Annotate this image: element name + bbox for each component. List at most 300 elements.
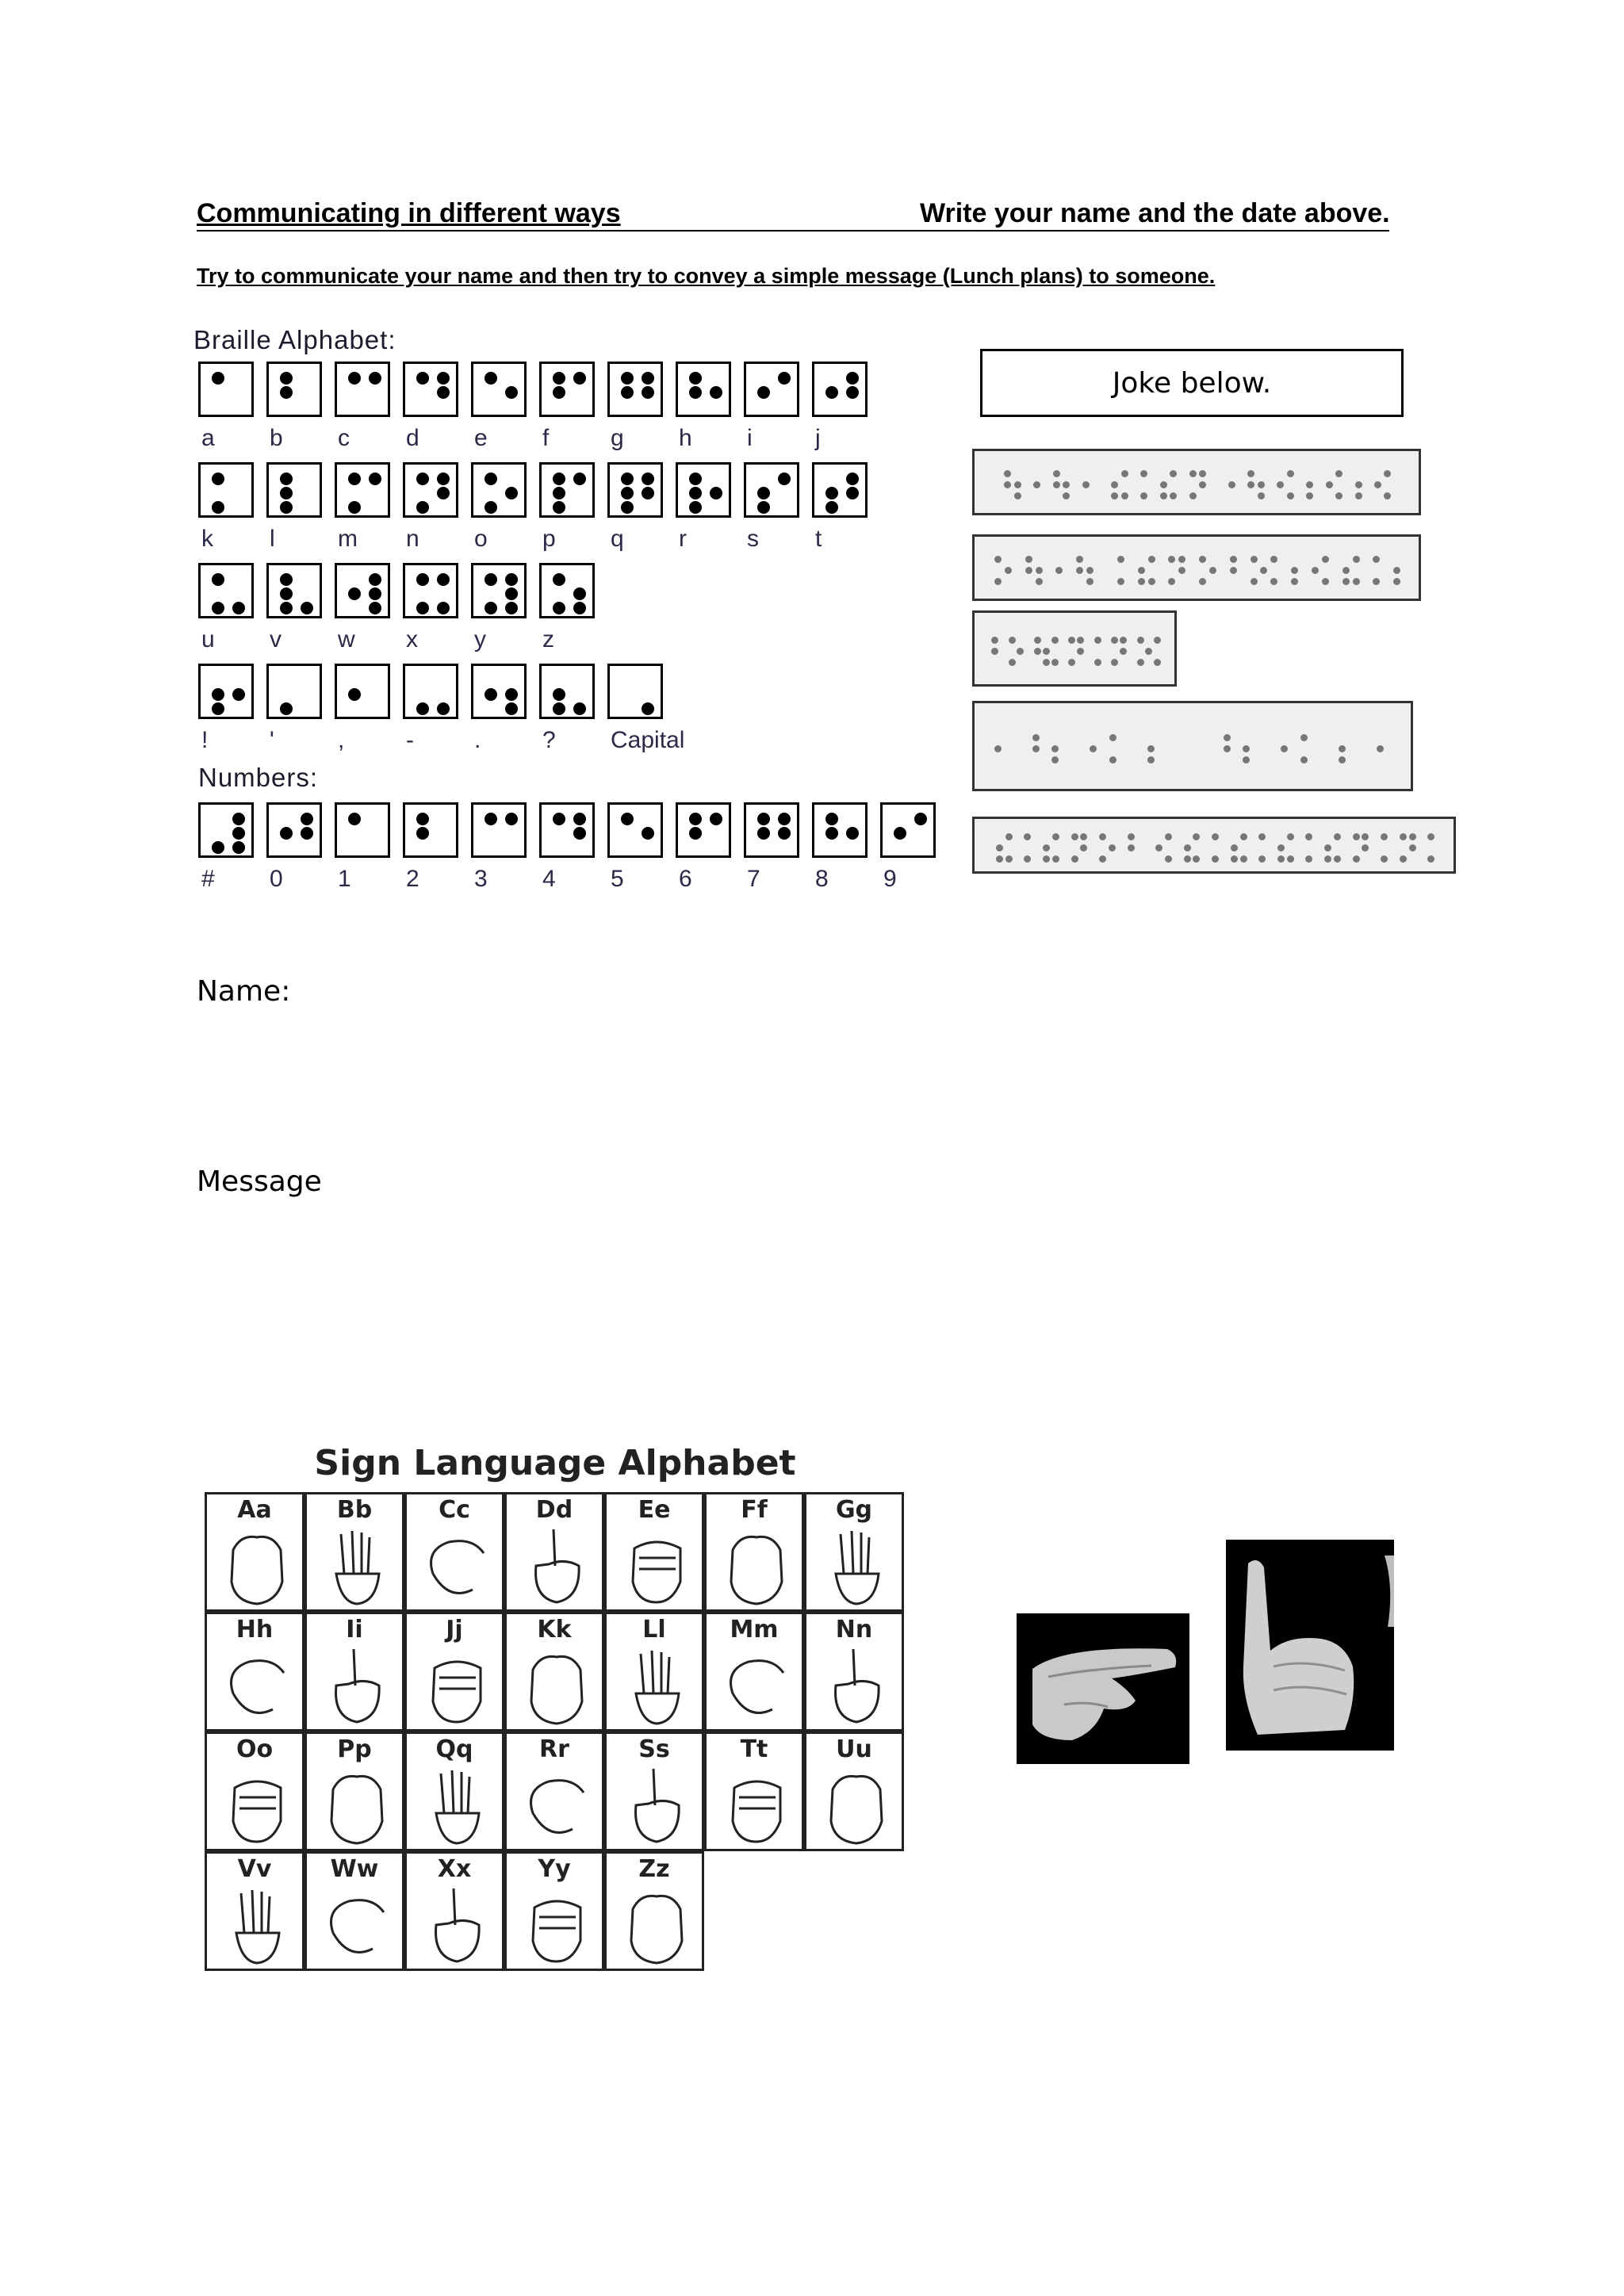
sign-cell-m	[704, 1612, 804, 1732]
braille-dot	[778, 473, 791, 485]
sign-letter: Ii	[346, 1616, 363, 1644]
braille-strip-dot	[1212, 855, 1219, 863]
braille-strip-dot	[1334, 833, 1341, 840]
sign-letter: Rr	[539, 1735, 569, 1763]
braille-strip-dot	[1068, 637, 1075, 644]
hand-sign-icon	[617, 1526, 696, 1609]
braille-cell-num-7	[744, 802, 799, 858]
braille-strip-dot	[1052, 833, 1059, 840]
sign-letter: Ss	[638, 1735, 670, 1763]
braille-label-num-1: 1	[338, 866, 351, 892]
braille-strip-dot	[1334, 855, 1341, 863]
braille-dot	[280, 602, 293, 614]
sign-cell-z	[604, 1851, 704, 1971]
braille-dot	[485, 813, 497, 825]
braille-cell-p3	[403, 664, 458, 719]
braille-strip-dot	[1111, 659, 1118, 666]
braille-cell-p1	[266, 664, 322, 719]
braille-strip-dot	[1287, 470, 1294, 477]
braille-joke-strip	[972, 610, 1177, 687]
braille-dot	[348, 587, 361, 600]
braille-dot	[757, 501, 770, 514]
name-label: Name:	[197, 975, 291, 1008]
braille-strip-dot	[1178, 567, 1185, 574]
braille-cell-w	[335, 563, 390, 618]
braille-strip-dot	[1036, 578, 1043, 585]
braille-cell-e	[471, 362, 527, 417]
sign-cell-p	[304, 1732, 404, 1851]
braille-dot	[437, 473, 450, 485]
braille-dot	[280, 473, 293, 485]
braille-strip-dot	[1409, 833, 1416, 840]
braille-cell-num-6	[676, 802, 731, 858]
sign-cell-l	[604, 1612, 704, 1732]
braille-cell-v	[266, 563, 322, 618]
braille-dot	[212, 473, 224, 485]
braille-dot	[301, 827, 313, 840]
braille-strip-dot	[1258, 492, 1265, 499]
braille-strip-dot	[1178, 556, 1185, 563]
braille-dot	[689, 827, 702, 840]
braille-strip-dot	[1099, 855, 1106, 863]
braille-strip-dot	[1128, 844, 1135, 851]
braille-dot	[846, 487, 859, 499]
sign-cell-j	[404, 1612, 504, 1732]
braille-label-k: k	[201, 526, 213, 552]
braille-dot	[553, 386, 565, 399]
braille-strip-dot	[1322, 578, 1329, 585]
braille-strip-dot	[1111, 481, 1118, 488]
braille-cell-b	[266, 362, 322, 417]
braille-strip-dot	[1258, 855, 1266, 863]
braille-strip-dot	[1138, 567, 1145, 574]
braille-strip-dot	[1243, 745, 1250, 752]
braille-strip-dot	[1287, 855, 1294, 863]
braille-strip-dot	[1138, 578, 1145, 585]
braille-strip-dot	[1117, 578, 1124, 585]
braille-dot	[369, 602, 381, 614]
braille-strip-dot	[1071, 855, 1078, 863]
braille-dot	[212, 501, 224, 514]
braille-dot	[621, 501, 634, 514]
braille-dot	[642, 702, 654, 715]
braille-strip-dot	[1052, 855, 1059, 863]
braille-strip-dot	[1243, 756, 1250, 763]
braille-dot	[553, 702, 565, 715]
hand-sign-icon	[317, 1766, 396, 1848]
braille-dot	[553, 602, 565, 614]
sign-cell-f	[704, 1492, 804, 1612]
braille-strip-dot	[1339, 756, 1346, 763]
braille-dot	[280, 573, 293, 586]
sign-letter: Nn	[835, 1616, 873, 1644]
braille-strip-dot	[1326, 481, 1333, 488]
braille-strip-dot	[1258, 481, 1265, 488]
braille-dot	[212, 841, 224, 854]
braille-label-x: x	[406, 626, 418, 652]
braille-strip-dot	[994, 745, 1002, 752]
braille-dot	[778, 372, 791, 385]
braille-strip-dot	[1247, 481, 1254, 488]
braille-strip-dot	[1168, 556, 1175, 563]
braille-strip-dot	[1277, 855, 1285, 863]
hand-sign-icon	[217, 1526, 297, 1609]
sign-letter: Zz	[638, 1855, 670, 1883]
braille-strip-dot	[1374, 481, 1381, 488]
braille-dot	[573, 587, 586, 600]
braille-strip-dot	[1080, 844, 1087, 851]
braille-dot	[416, 827, 429, 840]
sign-language-title: Sign Language Alphabet	[314, 1443, 796, 1483]
braille-strip-dot	[996, 855, 1003, 863]
braille-strip-dot	[1324, 855, 1331, 863]
braille-label-num-7: 7	[747, 866, 760, 892]
braille-strip-dot	[1053, 470, 1060, 477]
braille-dot	[846, 372, 859, 385]
braille-strip-dot	[1199, 578, 1206, 585]
braille-strip-dot	[1306, 481, 1313, 488]
braille-cell-d	[403, 362, 458, 417]
braille-label-p1: '	[270, 727, 274, 753]
braille-strip-dot	[1051, 659, 1059, 666]
joke-label-box	[980, 349, 1404, 417]
braille-strip-dot	[1287, 833, 1294, 840]
sign-cell-a	[205, 1492, 304, 1612]
braille-strip-dot	[1111, 637, 1118, 644]
header-instruction: Write your name and the date above.	[920, 198, 1390, 228]
braille-cell-k	[198, 462, 254, 518]
hand-sign-icon	[317, 1646, 396, 1728]
braille-strip-dot	[1381, 833, 1388, 840]
braille-dot	[621, 473, 634, 485]
braille-dot	[280, 587, 293, 600]
braille-strip-dot	[1212, 833, 1219, 840]
hand-sign-icon	[517, 1526, 596, 1609]
braille-strip-dot	[1260, 567, 1267, 574]
braille-strip-dot	[1193, 833, 1200, 840]
braille-strip-dot	[1381, 855, 1388, 863]
braille-dot	[778, 827, 791, 840]
braille-dot	[689, 501, 702, 514]
sign-letter: Ww	[330, 1855, 379, 1883]
braille-dot	[642, 386, 654, 399]
braille-strip-dot	[1240, 833, 1247, 840]
braille-strip-dot	[1230, 567, 1237, 574]
sign-cell-g	[804, 1492, 904, 1612]
braille-label-p3: -	[406, 727, 414, 753]
sign-letter: Mm	[730, 1616, 779, 1644]
braille-dot	[280, 702, 293, 715]
braille-dot	[505, 688, 518, 701]
braille-joke-strip	[972, 534, 1421, 601]
braille-label-q: q	[611, 526, 624, 552]
braille-dot	[505, 602, 518, 614]
braille-strip-dot	[1228, 481, 1235, 488]
braille-strip-dot	[1258, 833, 1266, 840]
braille-strip-dot	[1014, 481, 1021, 488]
braille-strip-dot	[1145, 648, 1152, 655]
braille-dot	[689, 386, 702, 399]
sign-letter: Hh	[236, 1616, 274, 1644]
braille-dot	[846, 827, 859, 840]
braille-strip-dot	[994, 556, 1002, 563]
braille-dot	[485, 573, 497, 586]
braille-dot	[553, 813, 565, 825]
braille-dot	[232, 688, 245, 701]
braille-strip-dot	[1184, 844, 1191, 851]
braille-dot	[825, 386, 838, 399]
hand-sign-icon	[717, 1526, 796, 1609]
braille-strip-dot	[1090, 745, 1097, 752]
braille-strip-dot	[1165, 855, 1172, 863]
braille-strip-dot	[1287, 492, 1294, 499]
braille-strip-dot	[1277, 481, 1284, 488]
sign-cell-b	[304, 1492, 404, 1612]
sign-letter: Oo	[236, 1735, 274, 1763]
braille-dot	[914, 813, 927, 825]
braille-label-d: d	[406, 425, 419, 451]
sign-cell-h	[205, 1612, 304, 1732]
braille-dot	[553, 473, 565, 485]
braille-joke-strip	[972, 817, 1456, 874]
braille-strip-dot	[1373, 556, 1380, 563]
braille-strip-dot	[1393, 567, 1400, 574]
braille-strip-dot	[1055, 567, 1063, 574]
braille-strip-dot	[1362, 844, 1369, 851]
sign-letter: Ee	[638, 1496, 671, 1524]
braille-strip-dot	[1312, 567, 1319, 574]
braille-label-num-4: 4	[542, 866, 556, 892]
braille-strip-dot	[1005, 855, 1013, 863]
braille-strip-dot	[1071, 833, 1078, 840]
braille-strip-dot	[1400, 855, 1407, 863]
braille-strip-dot	[1247, 470, 1254, 477]
braille-strip-dot	[1373, 578, 1380, 585]
braille-strip-dot	[1094, 659, 1101, 666]
braille-strip-dot	[1009, 637, 1016, 644]
braille-cell-p4	[471, 664, 527, 719]
braille-strip-dot	[991, 648, 998, 655]
braille-strip-dot	[1140, 470, 1147, 477]
sign-letter: Yy	[538, 1855, 571, 1883]
braille-dot	[621, 386, 634, 399]
sign-cell-y	[504, 1851, 604, 1971]
braille-cell-y	[471, 563, 527, 618]
braille-cell-c	[335, 362, 390, 417]
hand-sign-icon	[417, 1526, 496, 1609]
braille-strip-dot	[1147, 756, 1155, 763]
braille-dot	[485, 688, 497, 701]
braille-dot	[573, 827, 586, 840]
braille-strip-dot	[1189, 470, 1197, 477]
braille-strip-dot	[1121, 470, 1128, 477]
braille-label-num-sign: #	[201, 866, 215, 892]
braille-strip-dot	[1004, 470, 1011, 477]
braille-label-num-9: 9	[883, 866, 897, 892]
braille-strip-dot	[1148, 578, 1155, 585]
braille-strip-dot	[1080, 833, 1087, 840]
hand-sign-icon	[717, 1646, 796, 1728]
sign-cell-t	[704, 1732, 804, 1851]
braille-strip-dot	[1384, 492, 1391, 499]
braille-dot	[416, 702, 429, 715]
braille-strip-dot	[1128, 833, 1135, 840]
braille-dot	[416, 501, 429, 514]
braille-dot	[348, 688, 361, 701]
braille-label-p0: !	[201, 727, 209, 753]
braille-dot	[348, 473, 361, 485]
braille-label-g: g	[611, 425, 624, 451]
braille-strip-dot	[1077, 648, 1084, 655]
braille-label-num-3: 3	[474, 866, 488, 892]
sign-letter: Bb	[336, 1496, 373, 1524]
braille-strip-dot	[1306, 492, 1313, 499]
braille-alphabet-title: Braille Alphabet:	[193, 325, 396, 354]
braille-strip-dot	[1117, 556, 1124, 563]
braille-strip-dot	[1043, 659, 1050, 666]
braille-dot	[232, 602, 245, 614]
braille-cell-num-2	[403, 802, 458, 858]
braille-strip-dot	[1270, 556, 1277, 563]
braille-strip-dot	[1111, 492, 1118, 499]
braille-dot	[689, 813, 702, 825]
braille-dot	[621, 372, 634, 385]
hand-sign-icon	[517, 1766, 596, 1848]
braille-dot	[437, 487, 450, 499]
sign-cell-d	[504, 1492, 604, 1612]
braille-strip-dot	[1051, 637, 1059, 644]
braille-dot	[757, 386, 770, 399]
braille-strip-dot	[1137, 659, 1144, 666]
sign-cell-w	[304, 1851, 404, 1971]
braille-cell-q	[607, 462, 663, 518]
braille-dot	[710, 487, 722, 499]
braille-label-j: j	[815, 425, 821, 451]
braille-dot	[416, 573, 429, 586]
sign-letter: Jj	[446, 1616, 463, 1644]
braille-dot	[621, 813, 634, 825]
braille-strip-dot	[1160, 492, 1167, 499]
braille-strip-dot	[1051, 745, 1059, 752]
braille-strip-dot	[1009, 659, 1016, 666]
braille-strip-dot	[1324, 844, 1331, 851]
braille-dot	[348, 813, 361, 825]
braille-strip-dot	[1076, 567, 1083, 574]
braille-cell-num-1	[335, 802, 390, 858]
braille-dot	[825, 813, 838, 825]
header-underline	[197, 230, 1389, 232]
braille-strip-dot	[1109, 734, 1116, 741]
braille-dot	[573, 372, 586, 385]
braille-label-c: c	[338, 425, 350, 451]
braille-dot	[846, 473, 859, 485]
braille-strip-dot	[1004, 481, 1011, 488]
braille-strip-dot	[1165, 833, 1172, 840]
braille-strip-dot	[1053, 481, 1060, 488]
braille-dot	[437, 602, 450, 614]
braille-strip-dot	[1077, 637, 1084, 644]
braille-cell-p2	[335, 664, 390, 719]
braille-dot	[416, 813, 429, 825]
braille-label-u: u	[201, 626, 215, 652]
braille-cell-p	[539, 462, 595, 518]
sign-letter: Ff	[741, 1496, 768, 1524]
braille-dot	[280, 386, 293, 399]
braille-label-num-2: 2	[406, 866, 419, 892]
braille-dot	[573, 602, 586, 614]
hand-sign-icon	[817, 1526, 896, 1609]
braille-strip-dot	[1094, 637, 1101, 644]
braille-dot	[573, 473, 586, 485]
braille-strip-dot	[1199, 481, 1206, 488]
braille-strip-dot	[1240, 855, 1247, 863]
braille-dot	[369, 573, 381, 586]
braille-strip-dot	[1384, 470, 1391, 477]
braille-strip-dot	[1086, 567, 1094, 574]
braille-label-p4: .	[474, 727, 481, 753]
braille-strip-dot	[1199, 470, 1206, 477]
sign-cell-k	[504, 1612, 604, 1732]
braille-dot	[485, 501, 497, 514]
braille-label-z: z	[542, 626, 554, 652]
braille-label-f: f	[542, 425, 550, 451]
braille-cell-p5	[539, 664, 595, 719]
sign-letter: Ll	[642, 1616, 666, 1644]
braille-dot	[894, 827, 906, 840]
hand-sign-icon	[517, 1646, 596, 1728]
sign-cell-r	[504, 1732, 604, 1851]
braille-dot	[757, 827, 770, 840]
braille-strip-dot	[1377, 745, 1384, 752]
braille-dot	[778, 813, 791, 825]
braille-dot	[642, 487, 654, 499]
braille-label-o: o	[474, 526, 488, 552]
braille-strip-dot	[1032, 734, 1040, 741]
braille-dot	[437, 372, 450, 385]
braille-strip-dot	[1251, 578, 1258, 585]
braille-strip-dot	[1033, 481, 1040, 488]
braille-dot	[485, 473, 497, 485]
braille-strip-dot	[1076, 556, 1083, 563]
braille-dot	[212, 573, 224, 586]
braille-label-num-0: 0	[270, 866, 283, 892]
braille-strip-dot	[1120, 648, 1127, 655]
braille-strip-dot	[1121, 492, 1128, 499]
braille-strip-dot	[1209, 567, 1216, 574]
braille-strip-dot	[1193, 855, 1200, 863]
braille-dot	[416, 602, 429, 614]
braille-cell-s	[744, 462, 799, 518]
braille-dot	[212, 702, 224, 715]
hand-sign-icon	[617, 1885, 696, 1968]
braille-strip-dot	[1024, 833, 1031, 840]
braille-strip-dot	[1231, 855, 1238, 863]
braille-dot	[573, 813, 586, 825]
braille-strip-dot	[1025, 556, 1032, 563]
braille-dot	[825, 501, 838, 514]
braille-dot	[212, 688, 224, 701]
braille-dot	[553, 487, 565, 499]
braille-dot	[232, 827, 245, 840]
braille-strip-dot	[1393, 578, 1400, 585]
braille-strip-dot	[1120, 637, 1127, 644]
hand-photo-h	[1017, 1613, 1189, 1764]
braille-strip-dot	[1168, 578, 1175, 585]
braille-dot	[416, 473, 429, 485]
braille-cell-num-0	[266, 802, 322, 858]
braille-strip-dot	[1409, 844, 1416, 851]
braille-strip-dot	[1043, 855, 1050, 863]
